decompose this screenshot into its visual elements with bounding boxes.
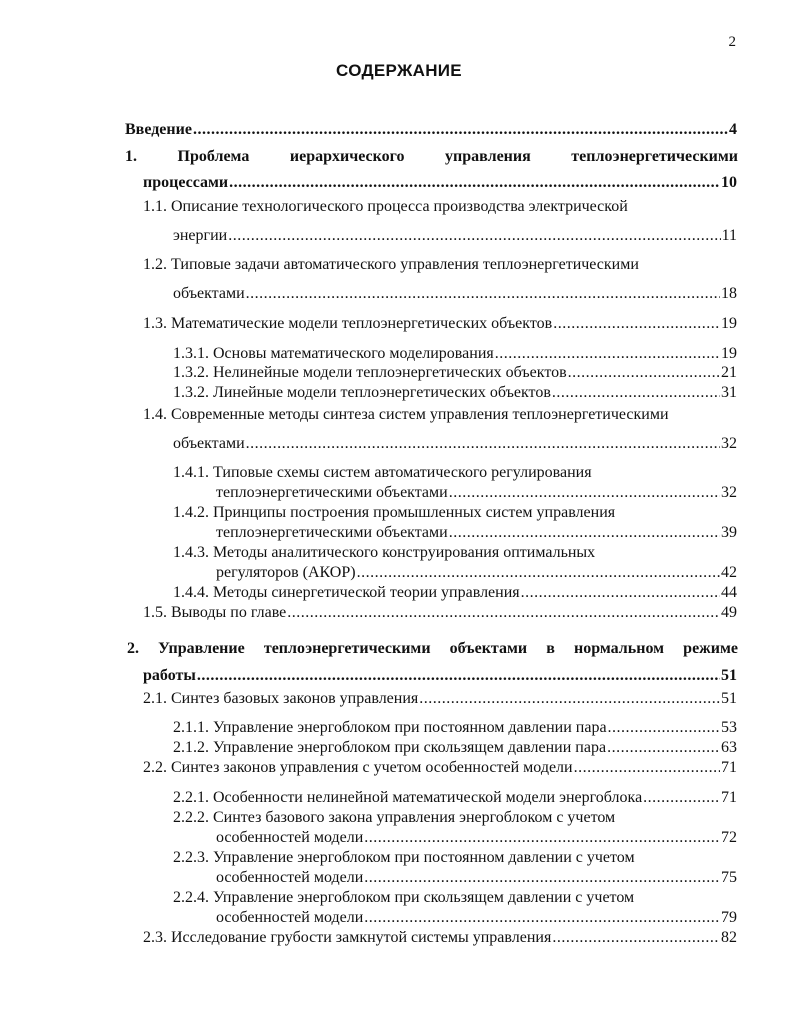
- chapter-word: Проблема: [177, 148, 250, 165]
- toc-leader-dots: [287, 603, 720, 623]
- toc-entry-title: 2.3. Исследование грубости замкнутой системы управления: [143, 929, 552, 946]
- toc-entry-title: процессами: [143, 174, 229, 191]
- toc-entry-title: 2.1. Синтез базовых законов управления: [143, 690, 419, 707]
- page-number: 2: [728, 34, 736, 50]
- toc-entry-1-1-line1[interactable]: 1.1. Описание технологического процесса производства электрической: [143, 198, 628, 215]
- toc-leader-dots: [364, 868, 720, 888]
- chapter-word: в: [546, 640, 555, 657]
- toc-entry-1-2[interactable]: [173, 284, 737, 304]
- toc-entry-page: 4: [729, 121, 737, 138]
- toc-leader-dots: [197, 666, 720, 686]
- toc-entry-page: 19: [721, 345, 737, 362]
- toc-entry-page: 11: [721, 227, 737, 244]
- toc-entry-title: объектами: [173, 435, 245, 452]
- toc-entry-title: энергии: [173, 227, 228, 244]
- toc-entry-2-2-4[interactable]: [216, 908, 737, 928]
- toc-chapter-1-cont[interactable]: [143, 173, 737, 193]
- toc-leader-dots: [607, 738, 720, 758]
- toc-entry-title: 1.3.2. Линейные модели теплоэнергетических объектов: [173, 384, 551, 401]
- toc-leader-dots: [553, 314, 720, 334]
- toc-leader-dots: [568, 363, 720, 383]
- toc-leader-dots: [228, 226, 720, 246]
- toc-entry-2-2-2-line1[interactable]: 2.2.2. Синтез базового закона управления энергоблоком с учетом: [173, 809, 616, 826]
- toc-chapter-2-cont[interactable]: [143, 666, 737, 686]
- toc-entry-page: 32: [721, 435, 737, 452]
- toc-entry-title: особенностей модели: [216, 909, 364, 926]
- toc-entry-title: Введение: [125, 121, 192, 138]
- toc-entry-1-2-line1[interactable]: 1.2. Типовые задачи автоматического управления теплоэнергетическими: [143, 256, 639, 273]
- toc-entry-title: 1.3. Математические модели теплоэнергетических объектов: [143, 315, 553, 332]
- toc-entry-1-3[interactable]: [143, 314, 737, 334]
- toc-entry-page: 49: [721, 604, 737, 621]
- toc-leader-dots: [552, 383, 720, 403]
- toc-entry-1-4-2[interactable]: [216, 523, 737, 543]
- toc-entry-page: 42: [721, 564, 737, 581]
- toc-entry-title: 1.3.1. Основы математического моделирования: [173, 345, 494, 362]
- toc-entry-page: 44: [721, 584, 737, 601]
- toc-entry-1-4-1[interactable]: [216, 483, 737, 503]
- toc-leader-dots: [643, 788, 720, 808]
- toc-entry-intro[interactable]: [125, 120, 737, 140]
- toc-entry-2-2[interactable]: [143, 758, 737, 778]
- toc-entry-title: 2.1.1. Управление энергоблоком при постоянном давлении пара: [173, 719, 607, 736]
- chapter-word: управления: [445, 148, 531, 165]
- toc-entry-page: 19: [721, 315, 737, 332]
- toc-entry-page: 39: [721, 524, 737, 541]
- toc-leader-dots: [246, 284, 720, 304]
- toc-entry-page: 72: [721, 829, 737, 846]
- toc-entry-1-3-2b[interactable]: [173, 383, 737, 403]
- toc-leader-dots: [193, 120, 728, 140]
- toc-entry-2-1-1[interactable]: [173, 718, 737, 738]
- page-title: СОДЕРЖАНИЕ: [336, 61, 462, 80]
- chapter-word: объектами: [449, 640, 528, 657]
- toc-entry-2-2-1[interactable]: [173, 788, 737, 808]
- toc-entry-title: 2.1.2. Управление энергоблоком при скользящем давлении пара: [173, 739, 607, 756]
- toc-leader-dots: [521, 583, 720, 603]
- toc-entry-1-4-1-line1[interactable]: 1.4.1. Типовые схемы систем автоматического регулирования: [173, 464, 592, 481]
- toc-leader-dots: [574, 758, 720, 778]
- toc-leader-dots: [364, 828, 720, 848]
- toc-entry-page: 71: [721, 759, 737, 776]
- toc-entry-2-1-2[interactable]: [173, 738, 737, 758]
- toc-chapter-1-heading[interactable]: [125, 147, 738, 167]
- toc-entry-page: 21: [721, 364, 737, 381]
- toc-entry-page: 82: [721, 929, 737, 946]
- toc-leader-dots: [419, 689, 720, 709]
- chapter-word: режиме: [683, 640, 738, 657]
- toc-entry-page: 71: [721, 789, 737, 806]
- toc-entry-1-3-2a[interactable]: [173, 363, 737, 383]
- toc-entry-1-4-4[interactable]: [173, 583, 737, 603]
- toc-entry-page: 79: [721, 909, 737, 926]
- toc-entry-2-2-2[interactable]: [216, 828, 737, 848]
- toc-entry-page: 51: [721, 690, 737, 707]
- toc-entry-title: особенностей модели: [216, 869, 364, 886]
- toc-entry-title: работы: [143, 667, 196, 684]
- toc-entry-1-5[interactable]: [143, 603, 737, 623]
- toc-entry-title: особенностей модели: [216, 829, 364, 846]
- toc-entry-page: 18: [721, 285, 737, 302]
- toc-entry-2-2-3-line1[interactable]: 2.2.3. Управление энергоблоком при постоянном давлении с учетом: [173, 849, 635, 866]
- toc-entry-title: 2.2. Синтез законов управления с учетом особенностей модели: [143, 759, 573, 776]
- toc-entry-1-4-2-line1[interactable]: 1.4.2. Принципы построения промышленных систем управления: [173, 504, 616, 521]
- chapter-word: теплоэнергетическими: [571, 148, 738, 165]
- toc-entry-page: 31: [721, 384, 737, 401]
- toc-entry-1-4-3-line1[interactable]: 1.4.3. Методы аналитического конструирования оптимальных: [173, 544, 596, 561]
- toc-entry-title: 1.4.4. Методы синергетической теории управления: [173, 584, 520, 601]
- toc-entry-title: теплоэнергетическими объектами: [216, 484, 448, 501]
- toc-leader-dots: [229, 173, 720, 193]
- toc-entry-title: объектами: [173, 285, 245, 302]
- toc-leader-dots: [608, 718, 720, 738]
- toc-leader-dots: [364, 908, 720, 928]
- chapter-word: теплоэнергетическими: [263, 640, 431, 657]
- toc-entry-page: 32: [721, 484, 737, 501]
- toc-entry-title: 1.3.2. Нелинейные модели теплоэнергетических объектов: [173, 364, 567, 381]
- toc-leader-dots: [495, 344, 720, 364]
- toc-entry-page: 63: [721, 739, 737, 756]
- toc-leader-dots: [357, 563, 720, 583]
- toc-entry-title: 1.5. Выводы по главе: [143, 604, 287, 621]
- toc-entry-page: 75: [721, 869, 737, 886]
- toc-entry-1-1[interactable]: [173, 226, 737, 246]
- toc-leader-dots: [449, 483, 720, 503]
- toc-entry-title: теплоэнергетическими объектами: [216, 524, 448, 541]
- toc-entry-2-3[interactable]: [143, 928, 737, 948]
- toc-entry-1-3-1[interactable]: [173, 344, 737, 364]
- toc-entry-1-4[interactable]: [173, 434, 737, 454]
- toc-entry-2-1[interactable]: [143, 689, 737, 709]
- toc-entry-page: 53: [721, 719, 737, 736]
- toc-entry-1-4-3[interactable]: [216, 563, 737, 583]
- toc-entry-1-4-line1[interactable]: 1.4. Современные методы синтеза систем управления теплоэнергетическими: [143, 406, 669, 423]
- chapter-word: 2.: [127, 640, 139, 657]
- chapter-word: иерархического: [289, 148, 405, 165]
- toc-leader-dots: [246, 434, 720, 454]
- toc-entry-2-2-3[interactable]: [216, 868, 737, 888]
- chapter-number: 1.: [125, 148, 137, 165]
- chapter-word: нормальном: [573, 640, 665, 657]
- chapter-word: Управление: [158, 640, 245, 657]
- toc-leader-dots: [449, 523, 720, 543]
- toc-entry-page: 51: [721, 667, 737, 684]
- toc-leader-dots: [552, 928, 720, 948]
- toc-entry-title: 2.2.1. Особенности нелинейной математической модели энергоблока: [173, 789, 643, 806]
- toc-entry-2-2-4-line1[interactable]: 2.2.4. Управление энергоблоком при скользящем давлении с учетом: [173, 889, 635, 906]
- toc-entry-title: регуляторов (АКОР): [216, 564, 356, 581]
- toc-entry-page: 10: [721, 174, 737, 191]
- toc-chapter-2-heading[interactable]: [127, 639, 738, 659]
